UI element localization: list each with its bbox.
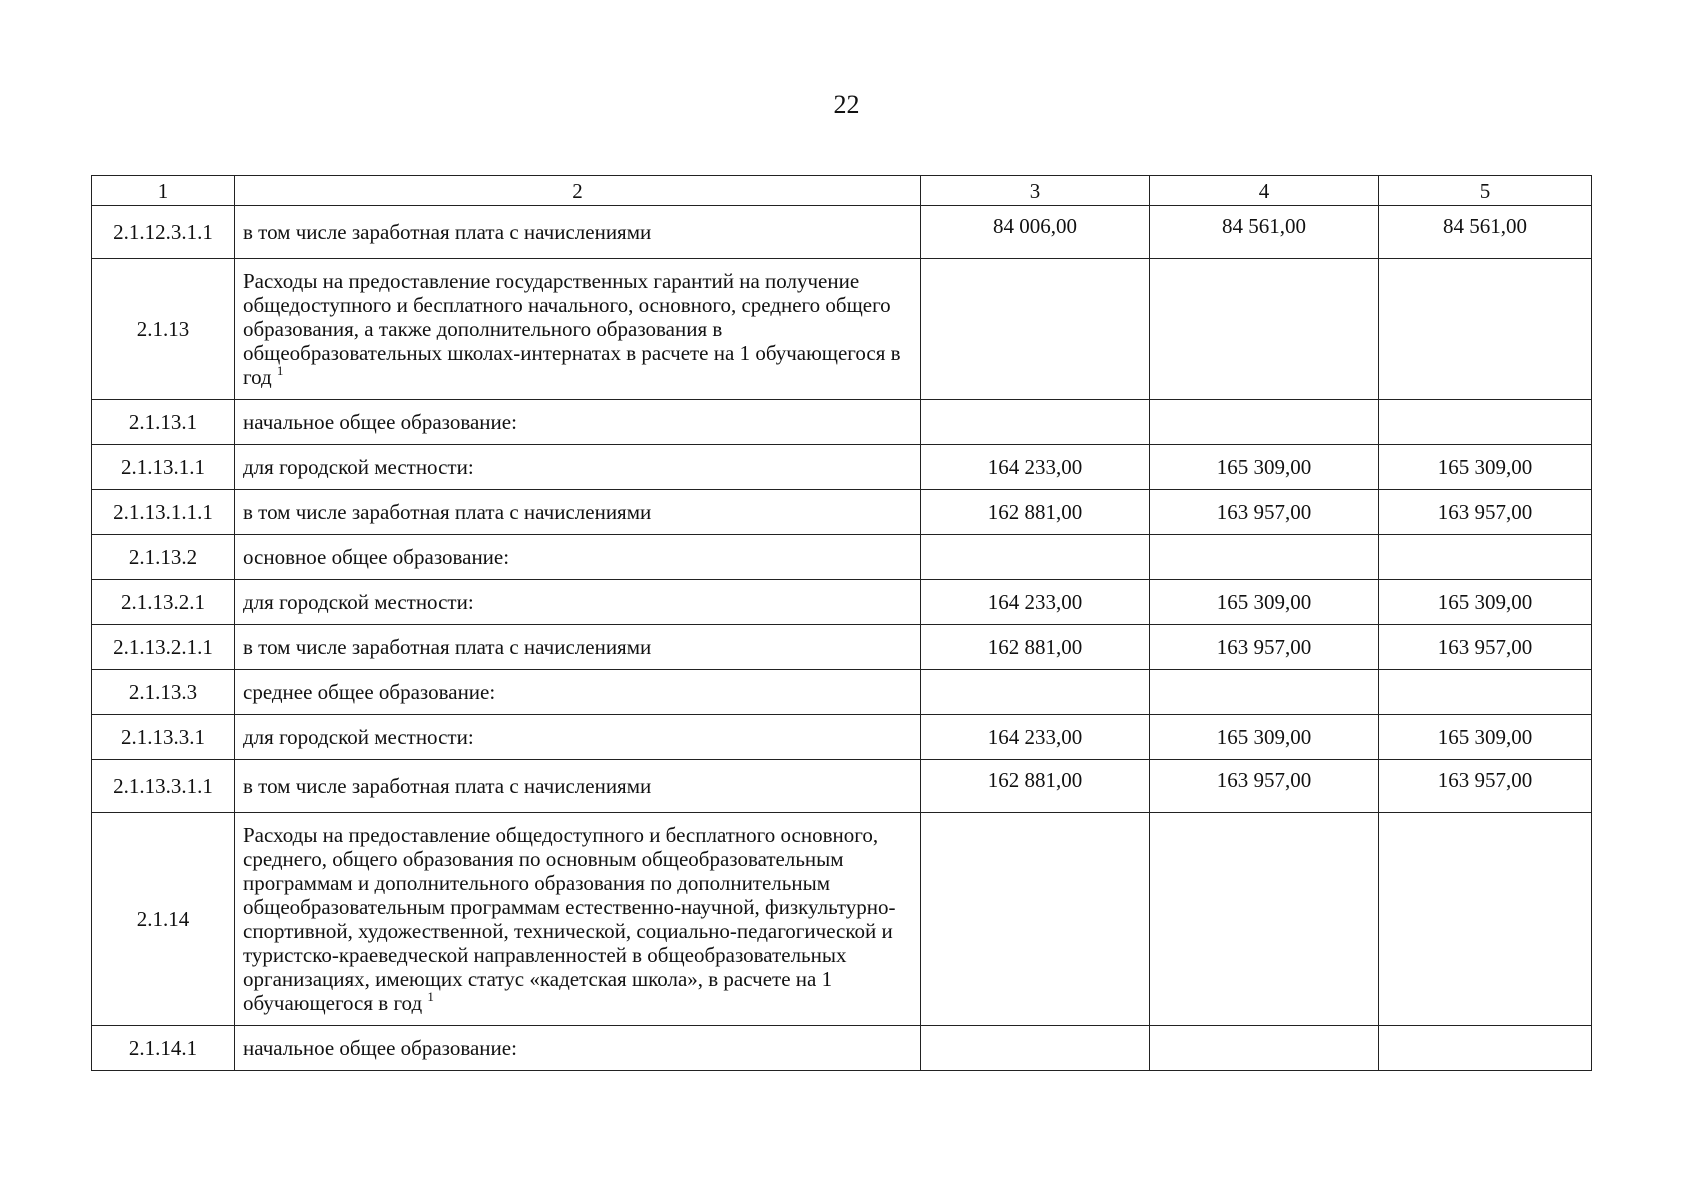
row-value-col4 [1150,670,1379,715]
row-value-col3 [921,259,1150,400]
row-name: для городской местности: [235,445,921,490]
table-row [92,445,1592,490]
table-row [92,535,1592,580]
budget-table [91,175,1592,1071]
row-value-col5 [1379,400,1592,445]
row-value-col5: 165 309,00 [1379,580,1592,625]
row-name: для городской местности: [235,580,921,625]
table-row [92,813,1592,1026]
row-name: для городской местности: [235,715,921,760]
row-value-col5: 163 957,00 [1379,760,1592,813]
row-value-col5 [1379,259,1592,400]
row-code: 2.1.12.3.1.1 [92,206,235,259]
row-code: 2.1.13.2.1 [92,580,235,625]
row-value-col4: 165 309,00 [1150,715,1379,760]
table-row [92,760,1592,813]
column-header: 3 [921,176,1150,206]
row-name: основное общее образование: [235,535,921,580]
row-code: 2.1.13.1 [92,400,235,445]
table-row [92,670,1592,715]
row-name: в том числе заработная плата с начислениями [235,490,921,535]
row-value-col5 [1379,535,1592,580]
row-value-col3 [921,1026,1150,1071]
row-value-col3 [921,535,1150,580]
row-value-col3 [921,400,1150,445]
row-value-col3: 164 233,00 [921,445,1150,490]
row-code: 2.1.13.1.1.1 [92,490,235,535]
row-code: 2.1.13.3.1.1 [92,760,235,813]
table-row [92,1026,1592,1071]
row-value-col3: 162 881,00 [921,490,1150,535]
table-row [92,400,1592,445]
row-code: 2.1.13.3 [92,670,235,715]
column-header: 2 [235,176,921,206]
table-row [92,715,1592,760]
column-header: 1 [92,176,235,206]
row-name-cell [235,259,921,400]
row-value-col5 [1379,1026,1592,1071]
table-row [92,490,1592,535]
row-value-col5 [1379,670,1592,715]
table-row [92,206,1592,259]
row-name: в том числе заработная плата с начислениями [235,760,921,813]
row-code: 2.1.13.2.1.1 [92,625,235,670]
row-value-col5 [1379,813,1592,1026]
row-name: Расходы на предоставление общедоступного и бесплатного основного, среднего, общего образования по основным общеобразовательным программам и дополнительного образования по дополнительным общеобразовательным программам естественно-научной, физкультурно-спортивной, художественной, технической, социально-педагогической и туристско-краеведческой направленностей в общеобразовательных организациях, имеющих статус «кадетская школа», в расчете на 1 обучающегося в год [243,823,896,1015]
table-row [92,259,1592,400]
row-name: начальное общее образование: [235,1026,921,1071]
row-value-col4 [1150,813,1379,1026]
table-row [92,625,1592,670]
row-value-col4 [1150,1026,1379,1071]
row-value-col4: 163 957,00 [1150,625,1379,670]
page-number: 22 [833,90,860,119]
row-value-col3: 84 006,00 [921,206,1150,259]
row-name: в том числе заработная плата с начислениями [235,206,921,259]
column-header: 5 [1379,176,1592,206]
row-value-col3 [921,813,1150,1026]
row-value-col4: 165 309,00 [1150,580,1379,625]
row-value-col5: 84 561,00 [1379,206,1592,259]
footnote-marker: 1 [276,363,284,378]
row-value-col5: 165 309,00 [1379,715,1592,760]
row-value-col4: 163 957,00 [1150,760,1379,813]
row-value-col3: 164 233,00 [921,715,1150,760]
row-value-col4: 163 957,00 [1150,490,1379,535]
row-value-col4 [1150,535,1379,580]
row-name: начальное общее образование: [235,400,921,445]
row-name: Расходы на предоставление государственных гарантий на получение общедоступного и бесплатного начального, основного, среднего общего образования, а также дополнительного образования в общеобразовательных школах-интернатах в расчете на 1 обучающегося в год [243,269,901,389]
row-value-col4 [1150,259,1379,400]
row-value-col3: 162 881,00 [921,760,1150,813]
row-value-col5: 163 957,00 [1379,490,1592,535]
row-code: 2.1.14 [92,813,235,1026]
row-value-col3 [921,670,1150,715]
table-row [92,580,1592,625]
row-code: 2.1.14.1 [92,1026,235,1071]
row-code: 2.1.13.3.1 [92,715,235,760]
row-name-cell [235,813,921,1026]
row-code: 2.1.13.2 [92,535,235,580]
row-value-col4: 84 561,00 [1150,206,1379,259]
row-value-col3: 162 881,00 [921,625,1150,670]
row-name: среднее общее образование: [235,670,921,715]
column-header: 4 [1150,176,1379,206]
footnote-marker: 1 [427,989,434,1004]
table-header-row [92,176,1592,206]
row-value-col4: 165 309,00 [1150,445,1379,490]
row-value-col5: 163 957,00 [1379,625,1592,670]
row-value-col5: 165 309,00 [1379,445,1592,490]
row-value-col3: 164 233,00 [921,580,1150,625]
row-value-col4 [1150,400,1379,445]
row-code: 2.1.13.1.1 [92,445,235,490]
row-code: 2.1.13 [92,259,235,400]
row-name: в том числе заработная плата с начислениями [235,625,921,670]
